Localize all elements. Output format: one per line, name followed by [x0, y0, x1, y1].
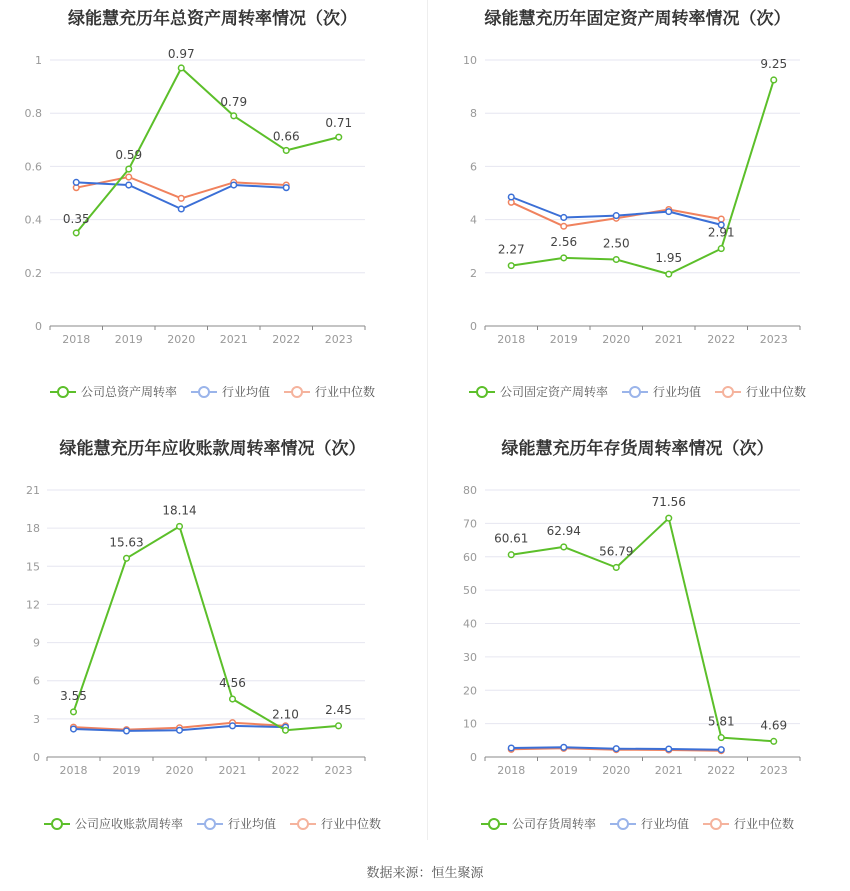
x-tick-label: 2022: [272, 333, 301, 346]
legend-company-icon: [469, 386, 495, 398]
x-tick-label: 2018: [497, 333, 526, 346]
legend-company-icon: [481, 818, 507, 830]
legend-median-icon: [703, 818, 729, 830]
x-tick-label: 2021: [219, 333, 248, 346]
legend-avg-icon: [610, 818, 636, 830]
line-chart: [0, 30, 425, 400]
data-point-industry-avg: [718, 747, 724, 753]
data-point-industry-avg: [71, 726, 77, 732]
data-point-industry-avg: [231, 182, 237, 188]
data-point-company: [666, 271, 672, 277]
data-label: 18.14: [162, 503, 197, 518]
y-tick-label: 70: [463, 517, 477, 531]
data-point-company: [124, 555, 130, 561]
legend-avg-icon: [622, 386, 648, 398]
data-label: 0.59: [115, 148, 143, 163]
legend-item-company[interactable]: [469, 383, 608, 400]
data-point-company: [336, 134, 342, 140]
data-point-industry-avg: [666, 746, 672, 752]
data-source-note: 数据来源：恒生聚源: [366, 866, 484, 881]
y-tick-label: 0.4: [24, 213, 42, 227]
data-point-company: [718, 246, 724, 252]
data-point-industry-median: [561, 223, 567, 229]
legend-company-label: 公司应收账款周转率: [74, 817, 183, 831]
legend-item-industry-median[interactable]: [290, 815, 381, 832]
data-label: 56.79: [599, 544, 634, 559]
y-tick-label: 9: [33, 636, 40, 650]
x-tick-label: 2021: [654, 764, 683, 777]
data-label: 3.55: [60, 688, 87, 703]
chart-title: 绿能慧充历年存货周转率情况（次）: [501, 439, 774, 459]
y-tick-label: 80: [463, 484, 477, 497]
y-tick-label: 30: [463, 650, 477, 664]
data-point-industry-avg: [613, 746, 619, 752]
x-tick-label: 2018: [497, 764, 526, 777]
chart-title: 绿能慧充历年应收账款周转率情况（次）: [59, 439, 366, 459]
x-tick-label: 2018: [62, 333, 91, 346]
y-tick-label: 0: [470, 751, 477, 764]
y-tick-label: 40: [463, 617, 477, 631]
legend-item-industry-median[interactable]: [715, 383, 806, 400]
data-point-industry-avg: [666, 209, 672, 215]
x-tick-label: 2020: [602, 764, 631, 777]
legend: [0, 383, 425, 400]
legend-company-label: 公司固定资产周转率: [499, 385, 608, 399]
legend-item-industry-avg[interactable]: [622, 383, 701, 400]
x-tick-label: 2020: [602, 333, 631, 346]
chart-title: 绿能慧充历年总资产周转率情况（次）: [68, 9, 357, 29]
series-line-company: [511, 518, 774, 741]
data-label: 5.81: [707, 714, 735, 729]
data-point-company: [336, 723, 342, 729]
legend: [0, 815, 425, 832]
data-point-industry-avg: [613, 213, 619, 219]
data-point-company: [771, 77, 777, 83]
chart-panel-receivables-turnover: [0, 430, 425, 850]
legend-company-label: 公司总资产周转率: [80, 385, 177, 399]
y-tick-label: 0: [35, 320, 42, 333]
data-label: 2.91: [707, 225, 735, 240]
data-point-company: [508, 263, 514, 269]
legend-item-industry-avg[interactable]: [197, 815, 276, 832]
data-label: 0.35: [62, 211, 90, 226]
data-point-company: [177, 524, 183, 530]
legend-avg-label: 行业均值: [640, 817, 689, 831]
legend-avg-label: 行业均值: [221, 385, 270, 399]
data-point-company: [230, 696, 236, 702]
data-label: 62.94: [546, 523, 581, 538]
data-point-company: [508, 552, 514, 558]
data-point-company: [561, 544, 567, 550]
data-label: 4.56: [219, 676, 246, 691]
chart-panel-fixed-asset-turnover: [425, 0, 850, 420]
y-tick-label: 0: [470, 320, 477, 333]
data-label: 60.61: [494, 531, 529, 546]
data-point-industry-avg: [126, 182, 132, 188]
y-tick-label: 2: [470, 266, 477, 280]
data-label: 9.25: [760, 56, 788, 71]
y-tick-label: 6: [470, 160, 477, 174]
y-tick-label: 0.8: [24, 107, 42, 121]
data-label: 0.71: [325, 116, 353, 131]
data-point-industry-median: [126, 174, 132, 180]
legend-item-industry-median[interactable]: [703, 815, 794, 832]
data-point-company: [178, 65, 184, 71]
data-point-company: [283, 148, 289, 154]
chart-panel-total-asset-turnover: [0, 0, 425, 420]
data-point-industry-avg: [177, 728, 183, 734]
x-tick-label: 2023: [759, 764, 788, 777]
data-label: 4.69: [760, 718, 788, 733]
data-point-industry-avg: [73, 180, 79, 186]
legend-company-label: 公司存货周转率: [511, 817, 596, 831]
y-tick-label: 0.6: [24, 160, 42, 174]
data-point-company: [666, 515, 672, 521]
chart-title: 绿能慧充历年固定资产周转率情况（次）: [484, 9, 791, 29]
y-tick-label: 1: [35, 54, 42, 67]
x-tick-label: 2019: [549, 333, 578, 346]
x-tick-label: 2019: [549, 764, 578, 777]
data-point-company: [771, 739, 777, 745]
data-label: 15.63: [109, 535, 144, 550]
y-tick-label: 10: [463, 717, 477, 731]
y-tick-label: 10: [463, 54, 477, 67]
line-chart: [0, 460, 425, 830]
x-tick-label: 2022: [707, 333, 736, 346]
y-tick-label: 6: [33, 674, 40, 688]
data-point-company: [718, 735, 724, 741]
legend-avg-icon: [197, 818, 223, 830]
x-tick-label: 2019: [114, 333, 143, 346]
legend-company-icon: [44, 818, 70, 830]
x-tick-label: 2023: [324, 333, 353, 346]
line-chart: [425, 30, 850, 400]
data-point-company: [73, 230, 79, 236]
x-tick-label: 2023: [324, 764, 353, 777]
x-tick-label: 2023: [759, 333, 788, 346]
x-tick-label: 2022: [707, 764, 736, 777]
data-point-company: [126, 166, 132, 172]
data-label: 0.97: [167, 46, 195, 61]
legend-median-icon: [715, 386, 741, 398]
x-tick-label: 2021: [654, 333, 683, 346]
data-point-company: [613, 565, 619, 571]
legend-median-icon: [290, 818, 316, 830]
legend-median-label: 行业中位数: [746, 385, 807, 399]
data-label: 2.10: [272, 707, 299, 722]
y-tick-label: 60: [463, 550, 477, 564]
data-label: 2.56: [550, 234, 578, 249]
y-tick-label: 4: [470, 213, 477, 227]
data-label: 1.95: [655, 251, 683, 266]
data-point-company: [231, 113, 237, 119]
legend-median-label: 行业中位数: [734, 817, 795, 831]
data-point-company: [613, 257, 619, 263]
data-point-industry-avg: [561, 215, 567, 221]
data-point-industry-avg: [178, 206, 184, 212]
y-tick-label: 8: [470, 107, 477, 121]
y-tick-label: 12: [26, 598, 40, 612]
legend-avg-label: 行业均值: [227, 817, 276, 831]
data-label: 0.66: [272, 129, 300, 144]
data-label: 2.45: [325, 702, 352, 717]
legend-median-label: 行业中位数: [321, 817, 382, 831]
y-tick-label: 18: [26, 522, 40, 536]
legend-company-icon: [50, 386, 76, 398]
chart-panel-inventory-turnover: [425, 430, 850, 850]
y-tick-label: 0.2: [24, 266, 42, 280]
y-tick-label: 21: [26, 484, 40, 497]
data-point-company: [561, 255, 567, 261]
data-label: 71.56: [651, 495, 686, 510]
x-tick-label: 2021: [218, 764, 247, 777]
data-point-industry-avg: [508, 194, 514, 200]
data-label: 0.79: [220, 94, 248, 109]
data-point-industry-avg: [561, 745, 567, 751]
legend-item-industry-median[interactable]: [284, 383, 375, 400]
y-tick-label: 50: [463, 584, 477, 598]
line-chart: [425, 460, 850, 830]
x-tick-label: 2018: [59, 764, 88, 777]
legend-item-company[interactable]: [481, 815, 596, 832]
y-tick-label: 0: [33, 751, 40, 764]
data-label: 2.50: [602, 236, 630, 251]
legend: [425, 815, 850, 832]
data-point-company: [283, 728, 289, 734]
y-tick-label: 15: [26, 560, 40, 574]
data-point-industry-median: [178, 196, 184, 202]
y-tick-label: 3: [33, 712, 40, 726]
legend-avg-icon: [191, 386, 217, 398]
legend-median-icon: [284, 386, 310, 398]
data-point-industry-avg: [283, 185, 289, 191]
y-tick-label: 20: [463, 684, 477, 698]
x-tick-label: 2019: [112, 764, 141, 777]
legend-item-company[interactable]: [50, 383, 177, 400]
legend-median-label: 行业中位数: [315, 385, 376, 399]
x-tick-label: 2022: [271, 764, 300, 777]
data-point-company: [71, 709, 77, 715]
series-line-company: [74, 526, 339, 730]
legend-item-industry-avg[interactable]: [191, 383, 270, 400]
legend-avg-label: 行业均值: [652, 385, 701, 399]
data-point-industry-median: [718, 216, 724, 222]
data-point-industry-avg: [508, 745, 514, 751]
legend: [425, 383, 850, 400]
x-tick-label: 2020: [165, 764, 194, 777]
data-point-industry-avg: [230, 723, 236, 729]
legend-item-industry-avg[interactable]: [610, 815, 689, 832]
data-point-industry-avg: [124, 728, 130, 734]
data-label: 2.27: [497, 242, 525, 257]
legend-item-company[interactable]: [44, 815, 183, 832]
x-tick-label: 2020: [167, 333, 196, 346]
